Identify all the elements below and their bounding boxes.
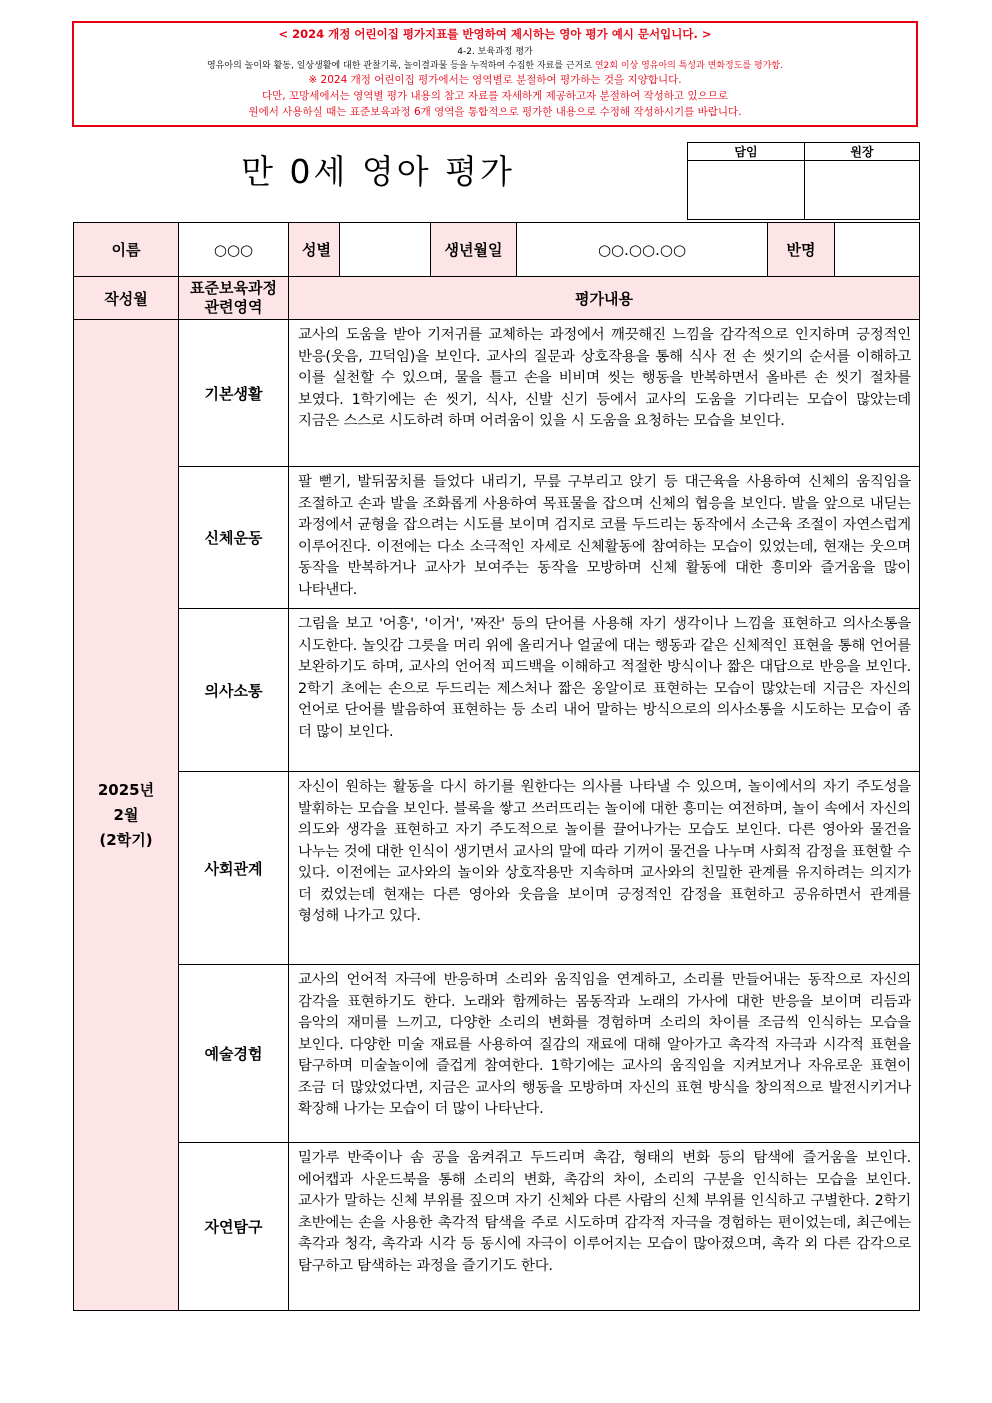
birth-value[interactable]: ○○.○○.○○ [517,223,768,277]
area-physical: 신체운동 [179,467,289,609]
class-label: 반명 [768,223,835,277]
name-value[interactable]: ○○○ [179,223,289,277]
content-communication[interactable]: 그림을 보고 '어흥', '이거', '짜잔' 등의 단어를 사용해 자기 생각이나 느낌을 표현하고 의사소통을 시도한다. 놀잇감 그릇을 머리 위에 올리거나 얼굴에 대는 행동과 같은 신체적인 표현을 통해 언어를 보완하기도 하며, 교사의 언어적 피드백을 이해하고 적절한 방식이나 짧은 대답으로 반응을 보인다. 2학기 초에는 손으로 두드리는 제스처나 짧은 옹알이로 표현하는 모습이 많았는데 지금은 자신의 언어로 단어를 발음하여 표현하는 등 소리 내어 말하는 방식으로의 의사소통을 시도하는 모습이 좀 더 많이 보인다. [289,609,920,772]
approval-director-sign-cell[interactable] [805,161,920,220]
term-cell [74,320,179,1311]
area-header-line1: 표준보육과정 [190,279,277,297]
content-arts[interactable]: 교사의 언어적 자극에 반응하며 소리와 움직임을 연계하고, 소리를 만들어내는 동작으로 자신의 감각을 표현하기도 한다. 노래와 함께하는 몸동작과 노래의 가사에 대한 반응을 보이며 리듬과 음악의 재미를 느끼고, 다양한 소리의 변화를 경험하며 소리의 차이를 조금씩 인식하는 모습을 보인다. 다양한 미술 재료를 사용하여 질감의 재료에 대해 알아가고 촉각적 자극과 시각적 표현을 탐구하며 미술놀이에 즐겁게 참여한다. 1학기에는 교사의 움직임을 지켜보거나 자유로운 표현이 조금 더 많았었다면, 지금은 교사의 행동을 모방하며 자신의 표현 방식을 창의적으로 발전시키거나 확장해 나가는 모습이 더 많이 나타난다. [289,965,920,1143]
eval-row [74,772,920,965]
eval-row [74,320,920,467]
notice-description [74,58,916,71]
name-label: 이름 [74,223,179,277]
approval-director-label: 원장 [805,143,920,161]
area-basic-life: 기본생활 [179,320,289,467]
content-header: 평가내용 [289,277,920,320]
area-nature: 자연탐구 [179,1143,289,1311]
eval-row [74,1143,920,1311]
content-social[interactable]: 자신이 원하는 활동을 다시 하기를 원한다는 의사를 나타낼 수 있으며, 놀이에서의 자기 주도성을 발휘하는 모습을 보인다. 블록을 쌓고 쓰러뜨리는 놀이에 대한 흥미는 여전하며, 놀이 속에서 자신의 의도와 생각을 표현하고 자기 주도적으로 놀이를 끌어나가는 모습도 보인다. 다른 영아와 물건을 나누는 것에 대한 인식이 생기면서 교사의 말에 따라 기꺼이 물건을 나누며 사회적 감정을 표현할 수 있다. 이전에는 교사와의 놀이와 상호작용만 지속하며 교사와의 친밀한 관계를 유지하려는 의지가 더 컸었는데 현재는 다른 영아와 웃음을 보이며 긍정적인 감정을 표현하고 공유하면서 관계를 형성해 나가고 있다. [289,772,920,965]
eval-row [74,965,920,1143]
eval-row [74,609,920,772]
eval-row [74,467,920,609]
approval-teacher-sign-cell[interactable] [688,161,805,220]
approval-teacher-label: 담임 [688,143,805,161]
term-month: 2월 [113,805,139,824]
gender-value[interactable] [340,223,431,277]
page-title: 만 0세 영아 평가 [241,152,515,191]
notice-note: ※ 2024 개정 어린이집 평가에서는 영역별로 분절하여 평가하는 것을 지양합니다. [308,74,682,86]
info-row [74,223,920,277]
area-header-line2: 관련영역 [204,298,263,316]
column-header-row [74,277,920,320]
notice-note-3: 원에서 사용하실 때는 표준보육과정 6개 영역을 통합적으로 평가한 내용으로 수정해 작성하시기를 바랍니다. [248,106,742,118]
content-physical[interactable]: 팔 뻗기, 발뒤꿈치를 들었다 내리기, 무릎 구부리고 앉기 등 대근육을 사용하여 신체의 움직임을 조절하고 손과 발을 조화롭게 사용하여 목표물을 잡으며 신체의 협응을 보인다. 발을 앞으로 내딛는 과정에서 균형을 잡으려는 시도를 보이며 검지로 코를 두드리는 동작에서 소근육 조절이 자연스럽게 이루어진다. 이전에는 다소 소극적인 자세로 신체활동에 참여하는 모습이 있었는데, 현재는 웃으며 동작을 반복하거나 교사가 보여주는 동작을 모방하며 신체 활동에 대한 흥미와 즐거움을 많이 나타낸다. [289,467,920,609]
term-semester: (2학기) [99,830,153,849]
term-year: 2025년 [97,780,155,799]
area-social: 사회관계 [179,772,289,965]
evaluation-table [73,222,920,1311]
notice-description-highlight: 연2회 이상 영유아의 특성과 변화정도를 평가함. [594,61,783,71]
gender-label: 성별 [289,223,340,277]
content-nature[interactable]: 밀가루 반죽이나 솜 공을 움켜쥐고 두드리며 촉감, 형태의 변화 등의 탐색에 즐거움을 보인다. 에어캡과 사운드북을 통해 소리의 변화, 촉감의 차이, 소리의 구분을 인식하는 모습을 보인다. 교사가 말하는 신체 부위를 짚으며 자기 신체와 다른 사람의 신체 부위를 인식하고 구별한다. 2학기 초반에는 손을 사용한 촉각적 탐색을 주로 시도하며 감각적 자극을 경험하는 편이었는데, 최근에는 촉각과 청각, 촉각과 시각 등 동시에 자극이 이루어지는 모습이 많아졌으며, 촉각 외 다른 감각으로 탐구하고 탐색하는 과정을 즐기기도 한다. [289,1143,920,1311]
notice-criterion: 4-2. 보육과정 평가 [457,47,533,57]
class-value[interactable] [835,223,920,277]
birth-label: 생년월일 [431,223,517,277]
notice-description-text: 영유아의 놀이와 활동, 일상생활에 대한 관찰기록, 놀이결과물 등을 누적하여 수집한 자료를 근거로 [207,61,595,71]
area-communication: 의사소통 [179,609,289,772]
month-header: 작성월 [74,277,179,320]
notice-box [72,21,918,127]
notice-heading: < 2024 개정 어린이집 평가지표를 반영하여 제시하는 영아 평가 예시 문서입니다. > [278,27,712,41]
area-arts: 예술경험 [179,965,289,1143]
content-basic-life[interactable]: 교사의 도움을 받아 기저귀를 교체하는 과정에서 깨끗해진 느낌을 감각적으로 인지하며 긍정적인 반응(웃음, 끄덕임)을 보인다. 교사의 질문과 상호작용을 통해 식사 전 손 씻기의 순서를 이해하고 이를 실천할 수 있으며, 물을 틀고 손을 비비며 씻는 행동을 반복하면서 올바른 손 씻기 절차를 보였다. 1학기에는 손 씻기, 식사, 신발 신기 등에서 교사의 도움을 기다리는 모습이 많았는데 지금은 스스로 시도하려 하며 어려움이 있을 시 도움을 요청하는 모습을 보인다. [289,320,920,467]
notice-note-2: 다만, 꼬망세에서는 영역별 평가 내용의 참고 자료를 자세하게 제공하고자 분절하여 작성하고 있으므로 [261,90,729,102]
approval-box [687,142,920,220]
area-header [179,277,289,320]
